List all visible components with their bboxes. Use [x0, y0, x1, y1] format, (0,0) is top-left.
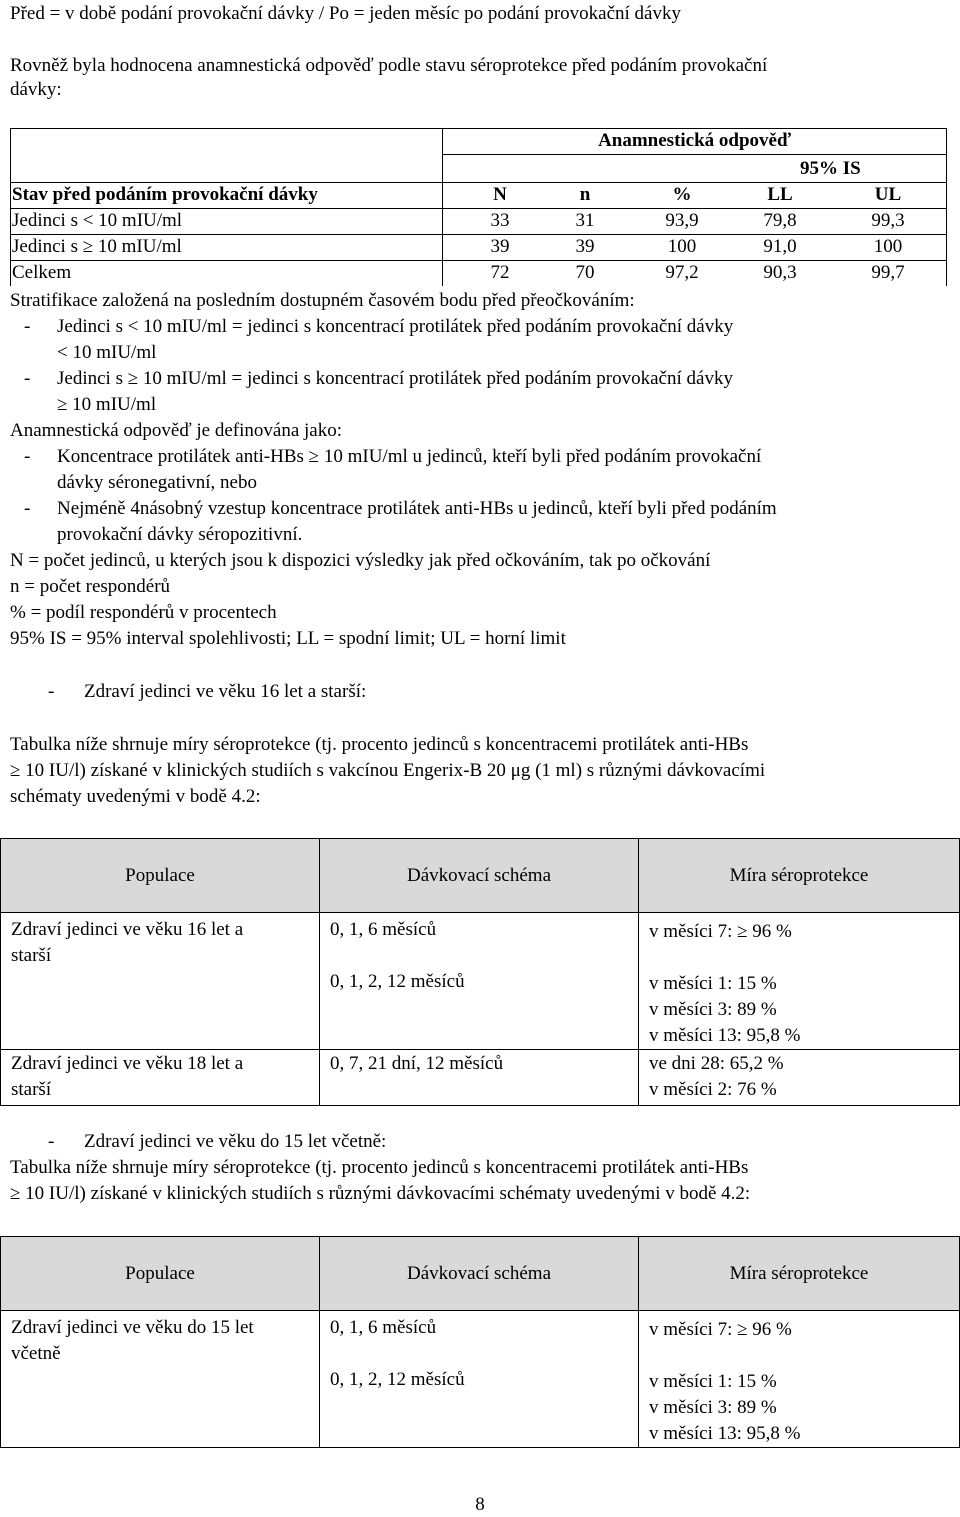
stratification-note: Stratifikace založená na posledním dostupném časovém bodu před přeočkováním: — [10, 290, 635, 311]
col-header-n: n — [579, 184, 591, 205]
table-cell: 70 — [575, 262, 595, 283]
table-cell: 72 — [490, 262, 510, 283]
section2-paragraph-1: Tabulka níže shrnuje míry séroprotekce (tj. procento jedinců s koncentracemi protilátek anti-HBs — [10, 734, 749, 755]
table-row-label: Celkem — [12, 262, 72, 283]
col-header-UL: UL — [874, 184, 902, 205]
definition-bullet-2: Nejméně 4násobný vzestup koncentrace protilátek anti-HBs u jedinců, kteří byli před podáním — [57, 498, 777, 519]
anamnestic-response-table — [10, 128, 947, 290]
col-header-N: N — [493, 184, 507, 205]
definition-bullet-2-cont: provokační dávky séropozitivní. — [57, 524, 303, 545]
col-header-rate: Míra séroprotekce — [639, 1237, 960, 1311]
col-header-population: Populace — [1, 839, 320, 913]
population-cell: Zdraví jedinci ve věku do 15 let včetně — [1, 1311, 320, 1448]
intro-line-2: Rovněž byla hodnocena anamnestická odpověď podle stavu séroprotekce před podáním provokační — [10, 55, 768, 76]
schedule-cell: 0, 7, 21 dní, 12 měsíců — [320, 1050, 639, 1106]
note-bullet-1: Jedinci s < 10 mIU/ml = jedinci s koncentrací protilátek před podáním provokační dávky — [57, 316, 734, 337]
table-cell: 39 — [490, 236, 510, 257]
bullet-dash: - — [24, 368, 31, 389]
table-cell: 33 — [490, 210, 510, 231]
legend-pct: % = podíl respondérů v procentech — [10, 602, 277, 623]
table-row-label: Jedinci s < 10 mIU/ml — [12, 210, 183, 231]
intro-line-3: dávky: — [10, 79, 62, 100]
col-header-LL: LL — [767, 184, 793, 205]
table-row-label: Jedinci s ≥ 10 mIU/ml — [12, 236, 182, 257]
rate-cell: ve dni 28: 65,2 % v měsíci 2: 76 % — [639, 1050, 960, 1106]
table-cell: 100 — [667, 236, 697, 257]
population-cell: Zdraví jedinci ve věku 16 let a starší — [1, 913, 320, 1050]
note-bullet-2: Jedinci s ≥ 10 mIU/ml = jedinci s koncentrací protilátek před podáním provokační dávky — [57, 368, 733, 389]
section-heading-children: Zdraví jedinci ve věku do 15 let včetně: — [84, 1131, 387, 1152]
note-bullet-2-cont: ≥ 10 mIU/ml — [57, 394, 157, 415]
table-cell: 90,3 — [763, 262, 797, 283]
table-cell: 99,7 — [871, 262, 905, 283]
schedule-cell: 0, 1, 6 měsíců 0, 1, 2, 12 měsíců — [320, 913, 639, 1050]
section3-paragraph-1: Tabulka níže shrnuje míry séroprotekce (tj. procento jedinců s koncentracemi protilátek anti-HBs — [10, 1157, 749, 1178]
definition-bullet-1: Koncentrace protilátek anti-HBs ≥ 10 mIU/ml u jedinců, kteří byli před podáním provokační — [57, 446, 762, 467]
definition-heading: Anamnestická odpověď je definována jako: — [10, 420, 343, 441]
legend-N: N = počet jedinců, u kterých jsou k dispozici výsledky jak před očkováním, tak po očkování — [10, 550, 711, 571]
bullet-dash: - — [24, 446, 31, 467]
note-bullet-1-cont: < 10 mIU/ml — [57, 342, 157, 363]
bullet-dash: - — [48, 681, 55, 702]
rate-cell: v měsíci 7: ≥ 96 % v měsíci 1: 15 % v měsíci 3: 89 % v měsíci 13: 95,8 % — [639, 913, 960, 1050]
col-header-population: Populace — [1, 1237, 320, 1311]
ci-header: 95% IS — [800, 158, 861, 179]
page-number: 8 — [475, 1494, 485, 1515]
rate-cell: v měsíci 7: ≥ 96 % v měsíci 1: 15 % v měsíci 3: 89 % v měsíci 13: 95,8 % — [639, 1311, 960, 1448]
table-cell: 93,9 — [665, 210, 699, 231]
table-cell: 99,3 — [871, 210, 905, 231]
bullet-dash: - — [24, 498, 31, 519]
population-cell: Zdraví jedinci ve věku 18 let a starší — [1, 1050, 320, 1106]
table-cell: 100 — [873, 236, 903, 257]
table-cell: 97,2 — [665, 262, 699, 283]
col-header-status: Stav před podáním provokační dávky — [12, 184, 318, 205]
legend-n: n = počet respondérů — [10, 576, 171, 597]
table-cell: 39 — [575, 236, 595, 257]
table-cell: 91,0 — [763, 236, 797, 257]
table-cell: 31 — [575, 210, 595, 231]
col-header-schedule: Dávkovací schéma — [320, 1237, 639, 1311]
seroprotection-table-adults — [0, 838, 960, 1106]
bullet-dash: - — [24, 316, 31, 337]
section-heading-adults: Zdraví jedinci ve věku 16 let a starší: — [84, 681, 367, 702]
col-header-rate: Míra séroprotekce — [639, 839, 960, 913]
table-cell: 79,8 — [763, 210, 797, 231]
group-header: Anamnestická odpověď — [598, 130, 791, 151]
definition-bullet-1-cont: dávky séronegativní, nebo — [57, 472, 257, 493]
legend-ci: 95% IS = 95% interval spolehlivosti; LL = spodní limit; UL = horní limit — [10, 628, 566, 649]
section2-paragraph-2: ≥ 10 IU/l) získané v klinických studiích s vakcínou Engerix-B 20 μg (1 ml) s různými dávkovacími — [10, 760, 766, 781]
col-header-pct: % — [672, 184, 692, 205]
col-header-schedule: Dávkovací schéma — [320, 839, 639, 913]
section3-paragraph-2: ≥ 10 IU/l) získané v klinických studiích s různými dávkovacími schématy uvedenými v bodě 4.2: — [10, 1183, 751, 1204]
intro-line-1: Před = v době podání provokační dávky / Po = jeden měsíc po podání provokační dávky — [10, 3, 681, 24]
bullet-dash: - — [48, 1131, 55, 1152]
seroprotection-table-children — [0, 1236, 960, 1448]
section2-paragraph-3: schématy uvedenými v bodě 4.2: — [10, 786, 261, 807]
schedule-cell: 0, 1, 6 měsíců 0, 1, 2, 12 měsíců — [320, 1311, 639, 1448]
